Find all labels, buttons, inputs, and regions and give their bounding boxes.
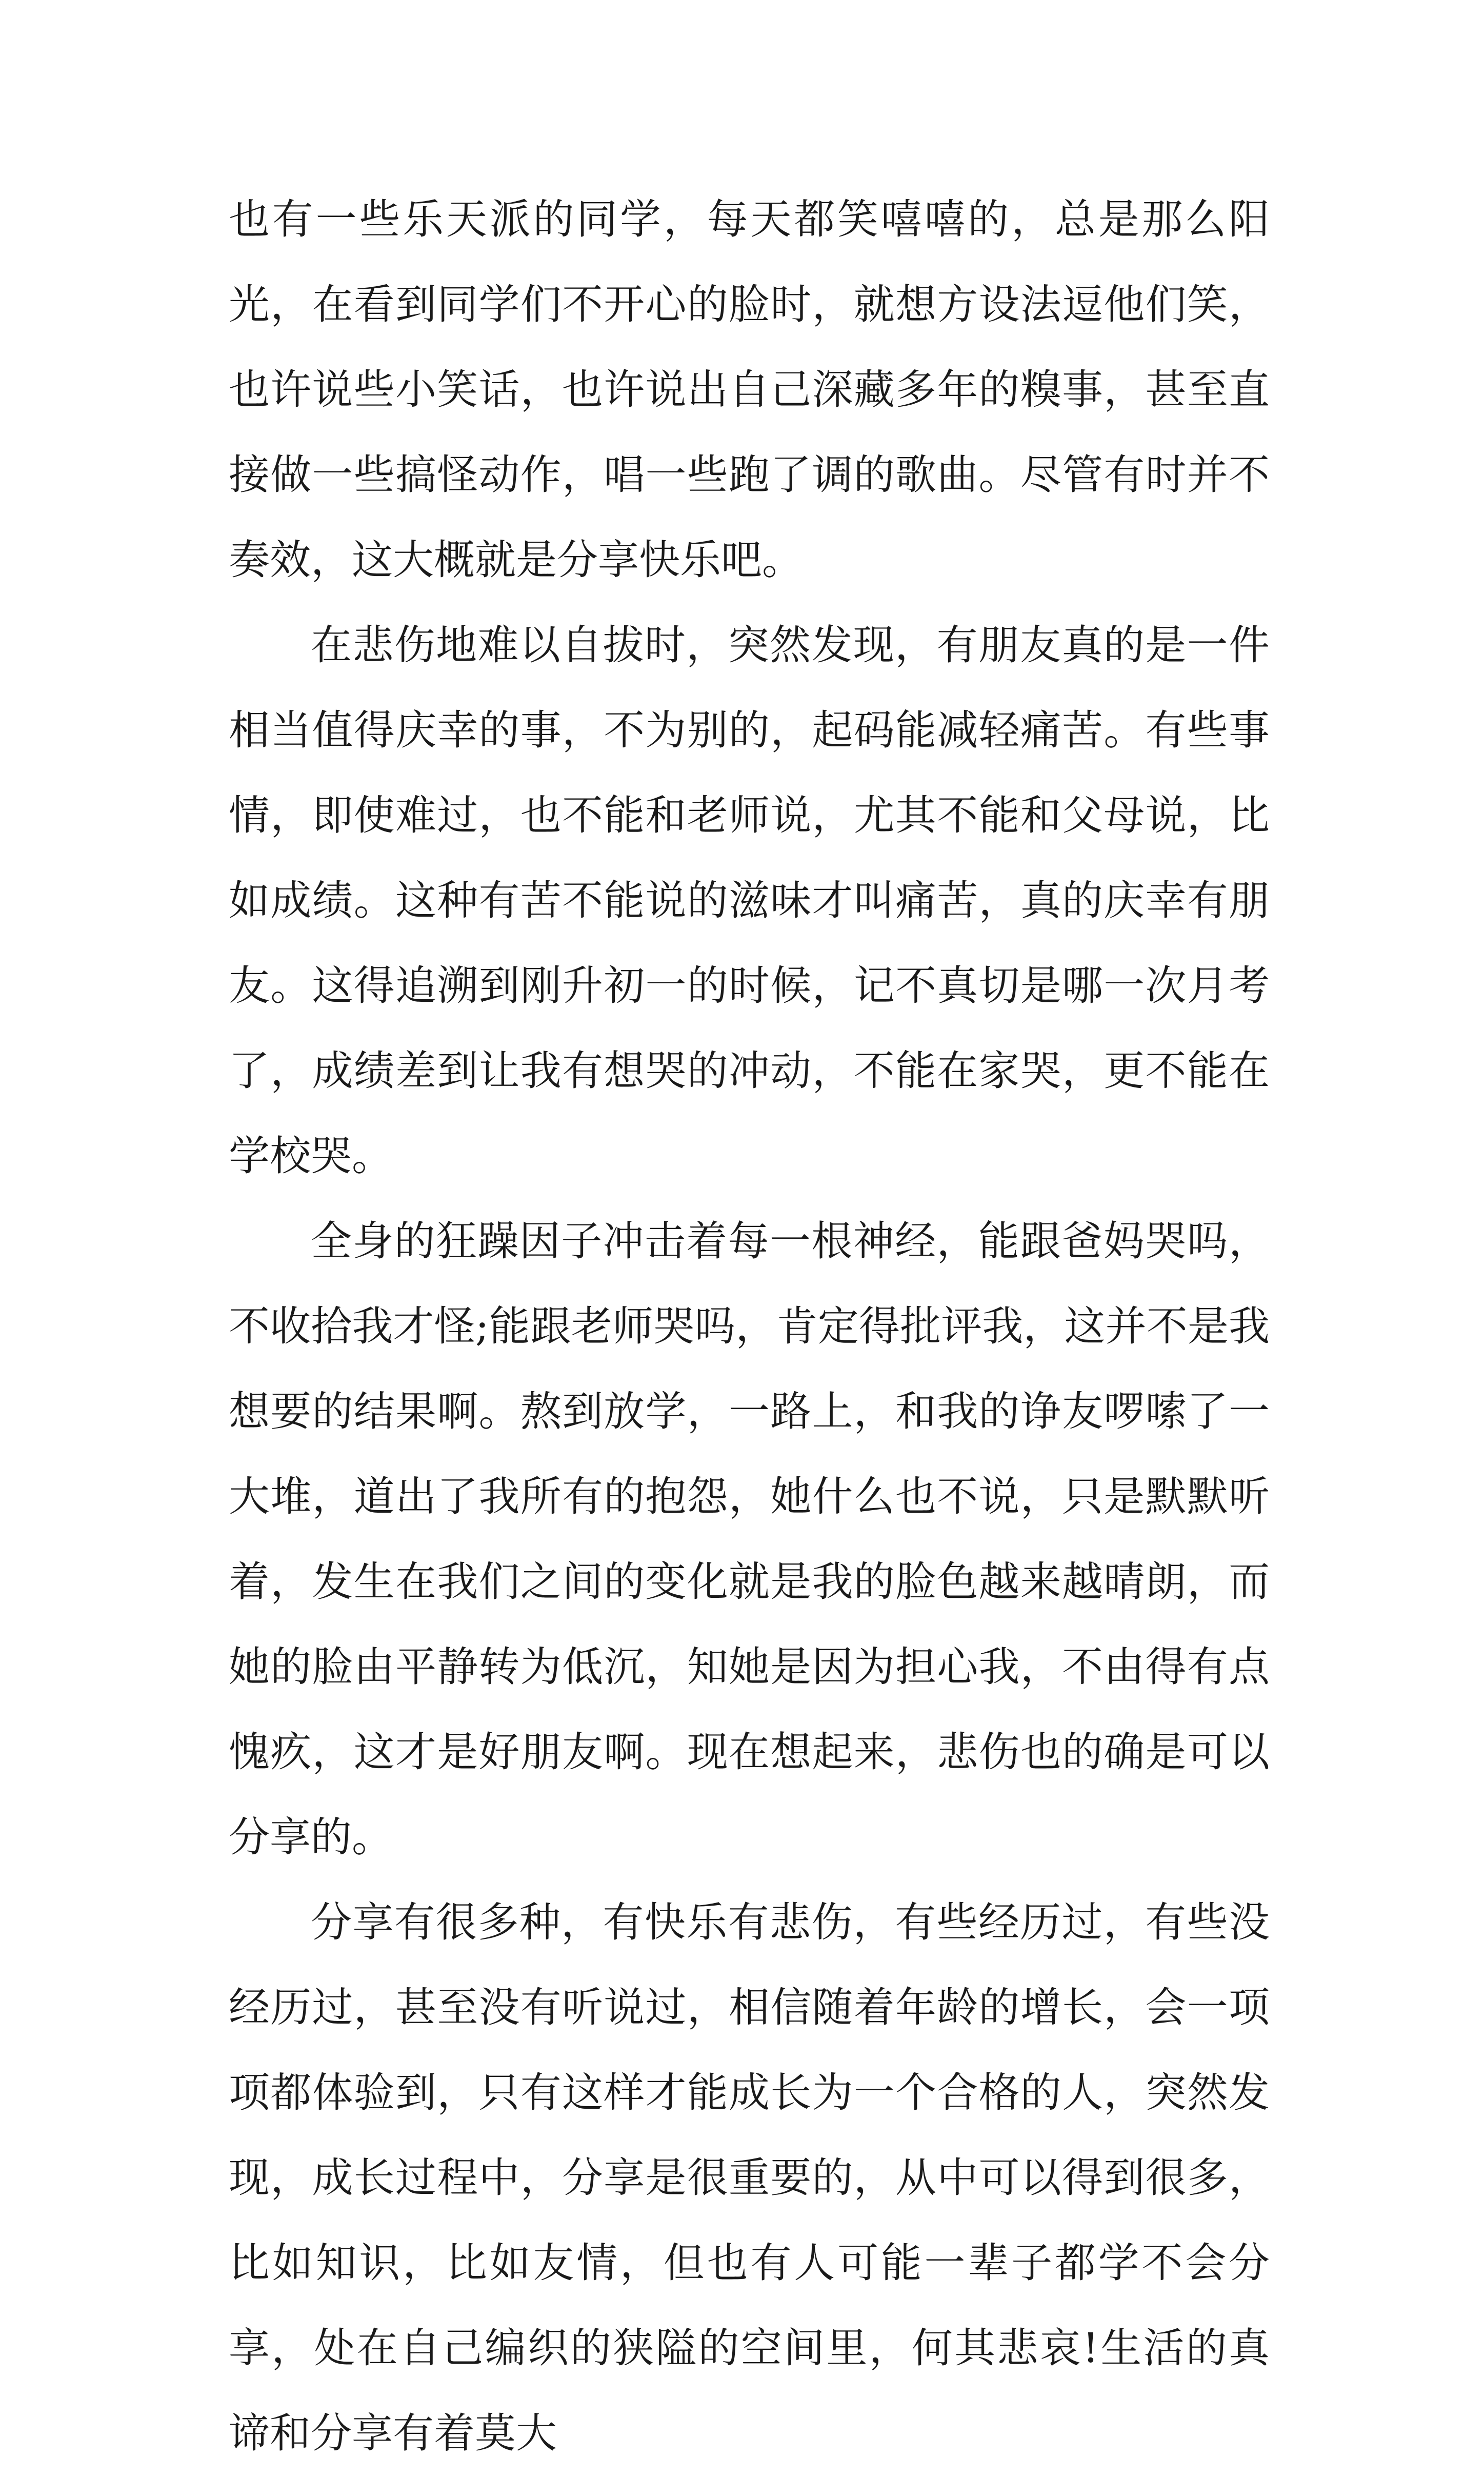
paragraph-1: 也有一些乐天派的同学，每天都笑嘻嘻的，总是那么阳光，在看到同学们不开心的脸时，就想方设法逗他们笑，也许说些小笑话，也许说出自己深藏多年的糗事，甚至直接做一些搞怪动作，唱一些跑了调的歌曲。尽管有时并不奏效，这大概就是分享快乐吧。 <box>229 195 1270 584</box>
paragraph-4: 分享有很多种，有快乐有悲伤，有些经历过，有些没经历过，甚至没有听说过，相信随着年龄的增长，会一项项都体验到，只有这样才能成长为一个合格的人，突然发现，成长过程中，分享是很重要的，从中可以得到很多，比如知识，比如友情，但也有人可能一辈子都学不会分享，处在自己编织的狭隘的空间里，何其悲哀!生活的真谛和分享有着莫大 <box>229 1898 1270 2457</box>
paragraph-2: 在悲伤地难以自拔时，突然发现，有朋友真的是一件相当值得庆幸的事，不为别的，起码能减轻痛苦。有些事情，即使难过，也不能和老师说，尤其不能和父母说，比如成绩。这种有苦不能说的滋味才叫痛苦，真的庆幸有朋友。这得追溯到刚升初一的时候，记不真切是哪一次月考了，成绩差到让我有想哭的冲动，不能在家哭，更不能在学校哭。 <box>229 621 1270 1180</box>
paragraph-3: 全身的狂躁因子冲击着每一根神经，能跟爸妈哭吗，不收拾我才怪;能跟老师哭吗，肯定得批评我，这并不是我想要的结果啊。熬到放学，一路上，和我的诤友啰嗦了一大堆，道出了我所有的抱怨，她什么也不说，只是默默听着，发生在我们之间的变化就是我的脸色越来越晴朗，而她的脸由平静转为低沉，知她是因为担心我，不由得有点愧疚，这才是好朋友啊。现在想起来，悲伤也的确是可以分享的。 <box>229 1217 1270 1861</box>
document-body <box>229 177 1270 2476</box>
